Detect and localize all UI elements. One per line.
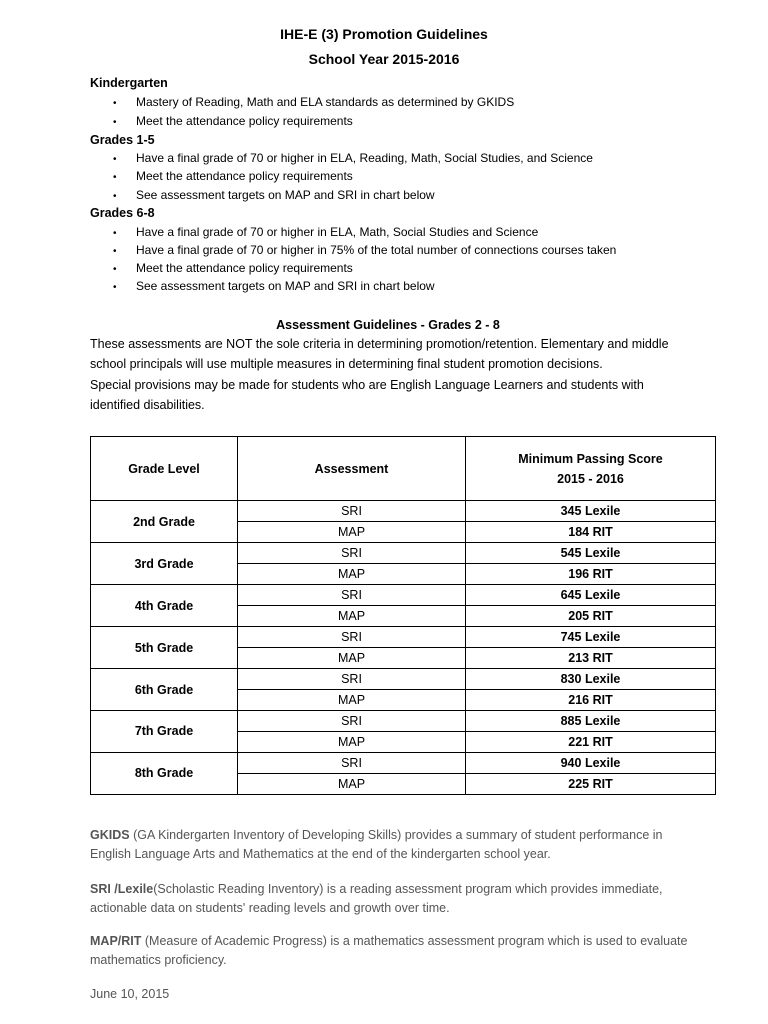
list-item: • Have a final grade of 70 or higher in 75% of the total number of connections courses taken [113,243,617,257]
definition-sri: SRI /Lexile(Scholastic Reading Inventory) is a reading assessment program which provides immediate, actionable data on students' reading levels and growth over time. [90,882,663,915]
score-cell: 545 Lexile [466,543,716,564]
table-row [91,543,716,564]
page-subtitle: School Year 2015-2016 [308,51,460,67]
assessment-table [90,436,716,795]
grade-level-cell: 8th Grade [91,752,238,794]
score-cell: 216 RIT [466,690,716,711]
score-cell: 205 RIT [466,606,716,627]
score-cell: 885 Lexile [466,711,716,732]
table-row [91,501,716,522]
assessment-cell: SRI [238,752,466,773]
grade-level-cell: 7th Grade [91,711,238,753]
score-cell: 221 RIT [466,731,716,752]
section-heading-grades-6-8: Grades 6-8 [90,206,155,220]
assessment-cell: MAP [238,731,466,752]
definition-gkids: GKIDS (GA Kindergarten Inventory of Developing Skills) provides a summary of student performance in English Language Arts and Mathematics at the end of the kindergarten school year. [90,828,663,861]
table-row [91,585,716,606]
assessment-cell: SRI [238,501,466,522]
assessment-title: Assessment Guidelines - Grades 2 - 8 [276,318,500,332]
grade-level-cell: 4th Grade [91,585,238,627]
assessment-cell: MAP [238,522,466,543]
header-grade-level: Grade Level [91,437,238,501]
list-item: • Meet the attendance policy requirements [113,261,353,275]
assessment-cell: SRI [238,669,466,690]
grade-level-cell: 2nd Grade [91,501,238,543]
assessment-cell: SRI [238,711,466,732]
table-row [91,627,716,648]
score-cell: 225 RIT [466,773,716,794]
document-date: June 10, 2015 [90,987,170,1001]
assessment-cell: MAP [238,564,466,585]
list-item: • Meet the attendance policy requirements [113,114,353,128]
score-cell: 645 Lexile [466,585,716,606]
bullet-icon: • [113,154,117,165]
score-cell: 196 RIT [466,564,716,585]
section-heading-grades-1-5: Grades 1-5 [90,133,155,147]
definition-map: MAP/RIT (Measure of Academic Progress) is a mathematics assessment program which is used to evaluate mathematics proficiency. [90,934,688,967]
list-item: • Mastery of Reading, Math and ELA standards as determined by GKIDS [113,95,515,109]
assessment-cell: SRI [238,585,466,606]
table-row [91,711,716,732]
bullet-icon: • [113,191,117,202]
bullet-icon: • [113,98,117,109]
assessment-cell: MAP [238,648,466,669]
term-map: MAP/RIT [90,934,142,948]
bullet-icon: • [113,172,117,183]
score-cell: 345 Lexile [466,501,716,522]
score-cell: 213 RIT [466,648,716,669]
paragraph-line: These assessments are NOT the sole criteria in determining promotion/retention. Elementary and middle [90,337,669,351]
assessment-cell: MAP [238,773,466,794]
bullet-icon: • [113,117,117,128]
score-cell: 745 Lexile [466,627,716,648]
bullet-icon: • [113,228,117,239]
bullet-icon: • [113,246,117,257]
table-row [91,669,716,690]
grade-level-cell: 6th Grade [91,669,238,711]
list-item: • See assessment targets on MAP and SRI in chart below [113,279,435,293]
table-header-row [91,437,716,501]
section-heading-kindergarten: Kindergarten [90,76,168,90]
bullet-icon: • [113,264,117,275]
term-sri: SRI /Lexile [90,882,154,896]
header-assessment: Assessment [238,437,466,501]
score-cell: 940 Lexile [466,752,716,773]
paragraph-line: identified disabilities. [90,398,205,412]
list-item: • See assessment targets on MAP and SRI in chart below [113,188,435,202]
bullet-icon: • [113,282,117,293]
table-row [91,752,716,773]
page-title: IHE-E (3) Promotion Guidelines [280,26,488,42]
grade-level-cell: 3rd Grade [91,543,238,585]
paragraph-line: school principals will use multiple measures in determining final student promotion decisions. [90,357,603,371]
assessment-cell: SRI [238,627,466,648]
list-item: • Meet the attendance policy requirements [113,169,353,183]
list-item: • Have a final grade of 70 or higher in ELA, Math, Social Studies and Science [113,225,539,239]
header-minimum-passing-score: Minimum Passing Score 2015 - 2016 [466,437,716,501]
paragraph-line: Special provisions may be made for students who are English Language Learners and students with [90,378,644,392]
assessment-cell: MAP [238,606,466,627]
term-gkids: GKIDS [90,828,130,842]
score-cell: 184 RIT [466,522,716,543]
assessment-cell: MAP [238,690,466,711]
list-item: • Have a final grade of 70 or higher in ELA, Reading, Math, Social Studies, and Science [113,151,593,165]
grade-level-cell: 5th Grade [91,627,238,669]
score-cell: 830 Lexile [466,669,716,690]
assessment-cell: SRI [238,543,466,564]
